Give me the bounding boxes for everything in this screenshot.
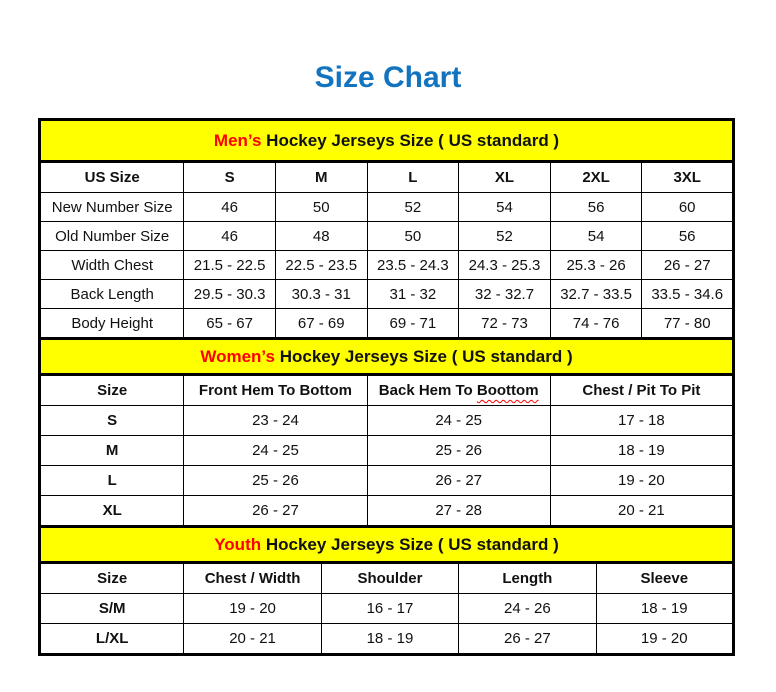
- data-cell: 52: [367, 193, 459, 222]
- section-title-row: [40, 339, 734, 375]
- column-header-cell: US Size: [40, 162, 184, 193]
- data-cell: 22.5 - 23.5: [275, 251, 367, 280]
- data-cell: 26 - 27: [642, 251, 734, 280]
- table-row: [40, 309, 734, 339]
- column-header-cell: 3XL: [642, 162, 734, 193]
- data-cell: 24 - 25: [184, 436, 367, 466]
- size-tables-container: [38, 118, 735, 656]
- data-cell: 74 - 76: [550, 309, 642, 339]
- data-cell: 30.3 - 31: [275, 280, 367, 309]
- data-cell: 24.3 - 25.3: [459, 251, 551, 280]
- row-label-cell: S: [40, 406, 184, 436]
- data-cell: 69 - 71: [367, 309, 459, 339]
- data-cell: 65 - 67: [184, 309, 276, 339]
- column-header-cell: XL: [459, 162, 551, 193]
- section-title: [40, 527, 734, 563]
- data-cell: 46: [184, 193, 276, 222]
- youth-size-table: [38, 525, 735, 656]
- table-row: [40, 624, 734, 655]
- data-cell: 29.5 - 30.3: [184, 280, 276, 309]
- column-header-cell: Chest / Width: [184, 563, 321, 594]
- data-cell: 54: [459, 193, 551, 222]
- data-cell: 16 - 17: [321, 594, 458, 624]
- table-row: [40, 406, 734, 436]
- misspelled-word: Boottom: [476, 382, 539, 399]
- row-label-cell: Old Number Size: [40, 222, 184, 251]
- column-header-cell: Size: [40, 563, 184, 594]
- row-label-cell: Body Height: [40, 309, 184, 339]
- table-row: [40, 193, 734, 222]
- data-cell: 19 - 20: [184, 594, 321, 624]
- data-cell: 50: [275, 193, 367, 222]
- section-title-text: Hockey Jerseys Size ( US standard ): [274, 346, 573, 366]
- table-row: [40, 436, 734, 466]
- data-cell: 46: [184, 222, 276, 251]
- row-label-cell: New Number Size: [40, 193, 184, 222]
- table-row: [40, 222, 734, 251]
- data-cell: 56: [642, 222, 734, 251]
- data-cell: 60: [642, 193, 734, 222]
- data-cell: 26 - 27: [184, 496, 367, 527]
- data-cell: 18 - 19: [321, 624, 458, 655]
- data-cell: 20 - 21: [184, 624, 321, 655]
- section-title-row: [40, 120, 734, 162]
- data-cell: 19 - 20: [550, 466, 733, 496]
- column-header-cell: Size: [40, 375, 184, 406]
- data-cell: 67 - 69: [275, 309, 367, 339]
- data-cell: 26 - 27: [367, 466, 550, 496]
- section-title-text: Hockey Jerseys Size ( US standard ): [261, 130, 560, 150]
- row-label-cell: Back Length: [40, 280, 184, 309]
- data-cell: 18 - 19: [596, 594, 733, 624]
- data-cell: 50: [367, 222, 459, 251]
- data-cell: 24 - 26: [459, 594, 596, 624]
- row-label-cell: M: [40, 436, 184, 466]
- data-cell: 77 - 80: [642, 309, 734, 339]
- section-title-highlight: Youth: [214, 534, 262, 554]
- column-header-cell: Front Hem To Bottom: [184, 375, 367, 406]
- data-cell: 25 - 26: [367, 436, 550, 466]
- column-header-row: [40, 375, 734, 406]
- data-cell: 27 - 28: [367, 496, 550, 527]
- section-title: [40, 120, 734, 162]
- data-cell: 52: [459, 222, 551, 251]
- section-title-highlight: Women’s: [200, 346, 275, 366]
- data-cell: 23.5 - 24.3: [367, 251, 459, 280]
- column-header-cell: [367, 375, 550, 406]
- column-header-text: Back Hem To: [378, 382, 477, 399]
- table-row: [40, 251, 734, 280]
- column-header-cell: Chest / Pit To Pit: [550, 375, 733, 406]
- table-row: [40, 496, 734, 527]
- column-header-cell: Length: [459, 563, 596, 594]
- data-cell: 23 - 24: [184, 406, 367, 436]
- table-row: [40, 466, 734, 496]
- section-title: [40, 339, 734, 375]
- data-cell: 33.5 - 34.6: [642, 280, 734, 309]
- data-cell: 19 - 20: [596, 624, 733, 655]
- data-cell: 20 - 21: [550, 496, 733, 527]
- data-cell: 32 - 32.7: [459, 280, 551, 309]
- table-row: [40, 280, 734, 309]
- column-header-cell: M: [275, 162, 367, 193]
- row-label-cell: L/XL: [40, 624, 184, 655]
- section-title-row: [40, 527, 734, 563]
- row-label-cell: XL: [40, 496, 184, 527]
- column-header-cell: S: [184, 162, 276, 193]
- mens-size-table: [38, 118, 735, 340]
- data-cell: 26 - 27: [459, 624, 596, 655]
- data-cell: 25 - 26: [184, 466, 367, 496]
- row-label-cell: L: [40, 466, 184, 496]
- column-header-row: [40, 162, 734, 193]
- section-title-highlight: Men’s: [213, 130, 262, 150]
- table-row: [40, 594, 734, 624]
- data-cell: 24 - 25: [367, 406, 550, 436]
- column-header-cell: 2XL: [550, 162, 642, 193]
- data-cell: 17 - 18: [550, 406, 733, 436]
- data-cell: 72 - 73: [459, 309, 551, 339]
- data-cell: 56: [550, 193, 642, 222]
- column-header-cell: L: [367, 162, 459, 193]
- row-label-cell: S/M: [40, 594, 184, 624]
- data-cell: 31 - 32: [367, 280, 459, 309]
- data-cell: 18 - 19: [550, 436, 733, 466]
- data-cell: 21.5 - 22.5: [184, 251, 276, 280]
- column-header-cell: Shoulder: [321, 563, 458, 594]
- data-cell: 48: [275, 222, 367, 251]
- row-label-cell: Width Chest: [40, 251, 184, 280]
- column-header-row: [40, 563, 734, 594]
- page-title: Size Chart: [314, 61, 462, 94]
- data-cell: 54: [550, 222, 642, 251]
- womens-size-table: [38, 337, 735, 528]
- section-title-text: Hockey Jerseys Size ( US standard ): [261, 534, 559, 554]
- column-header-cell: Sleeve: [596, 563, 733, 594]
- data-cell: 32.7 - 33.5: [550, 280, 642, 309]
- data-cell: 25.3 - 26: [550, 251, 642, 280]
